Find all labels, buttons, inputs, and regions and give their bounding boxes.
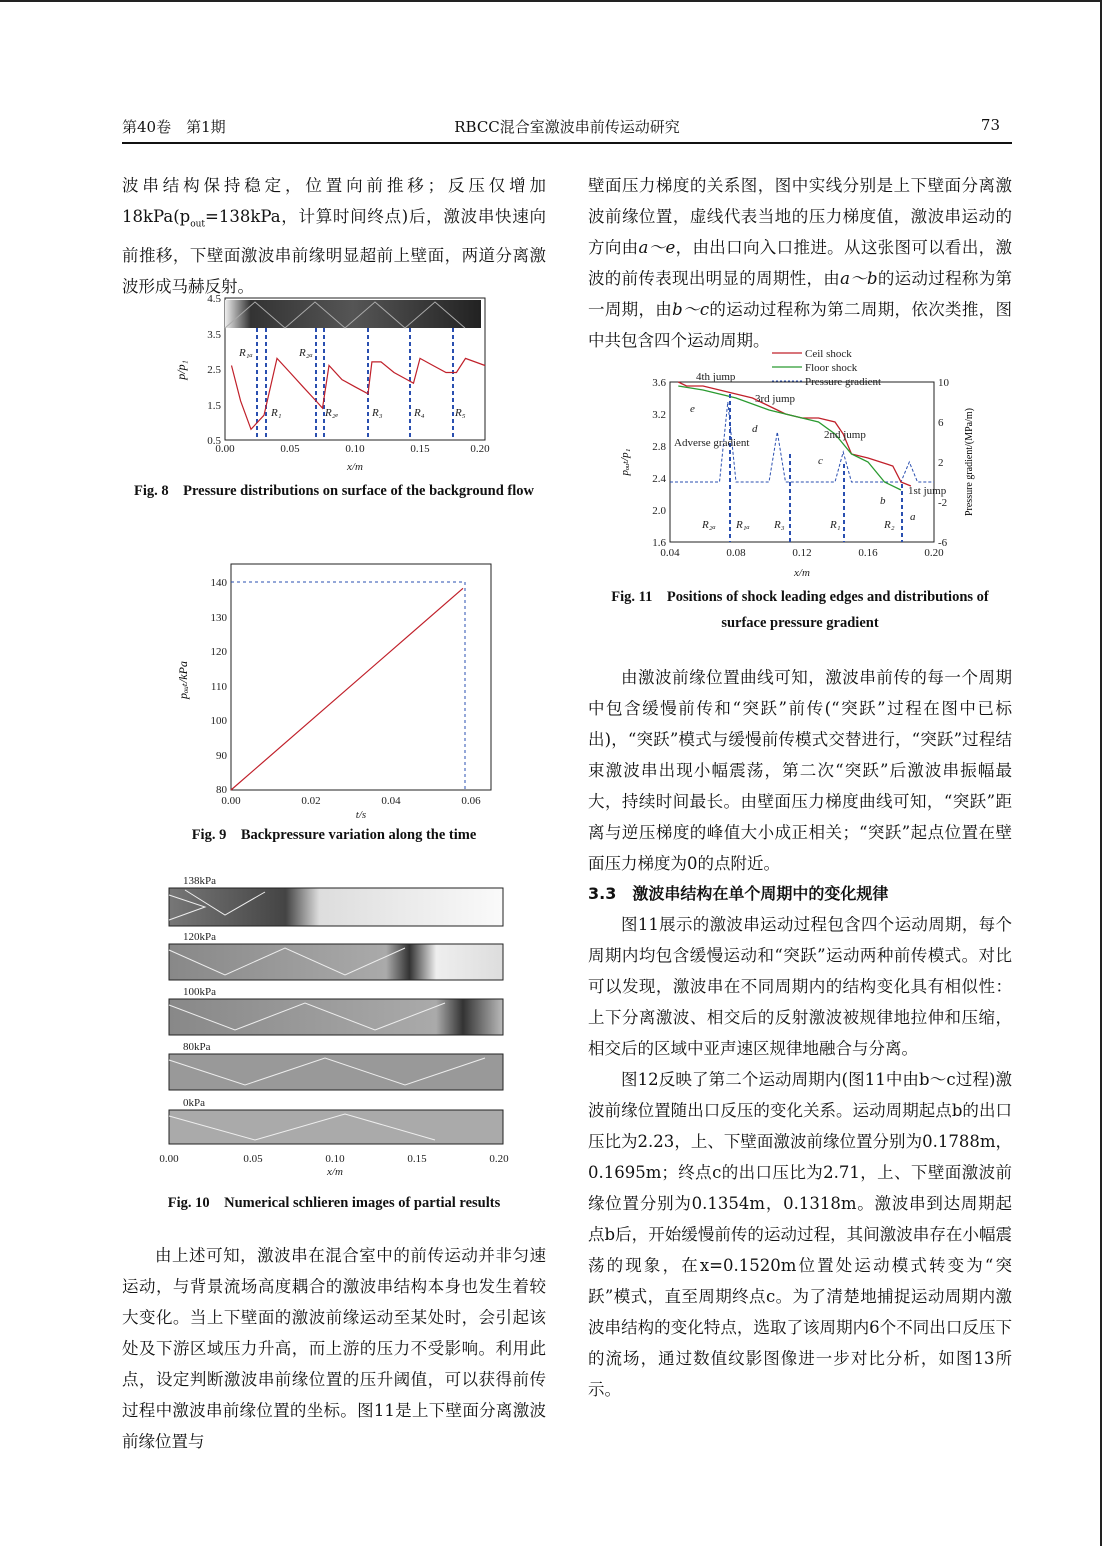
- y-tick-right: 10: [938, 377, 949, 389]
- y-tick: 1.5: [207, 400, 221, 412]
- x-tick: 0.05: [280, 443, 300, 455]
- annotation: 3rd jump: [755, 393, 796, 405]
- x-tick: 0.20: [924, 547, 944, 559]
- x-tick: 0.15: [407, 1153, 427, 1165]
- y-axis-label: pₒᵤₜ/kPa: [176, 661, 190, 699]
- paragraph: 图12反映了第二个运动周期内(图11中由b～c过程)激波前缘位置随出口反压的变化关系。运动周期起点b的出口压比为2.23，上、下壁面激波前缘位置分别为0.1788m，0.1695m；终点c的出口压比为2.71，上、下壁面激波前缘位置分别为0.1354m，0.1318m。激波串到达周期起点b后，开始缓慢前传的运动过程，其间激波串存在小幅震荡的现象，在x=0.1520m位置处运动模式转变为“突跃”模式，直至周期终点c。为了清楚地捕捉运动周期内激波串结构的变化特点，选取了该周期内6个不同出口反压下的流场，通过数值纹影图像进一步对比分析，如图13所示。: [588, 1070, 1012, 1399]
- y-axis-label-left: pₒᵤₜ/p₁: [619, 448, 631, 476]
- backpressure-line: [231, 588, 463, 790]
- r-label: R₂ₐ: [299, 347, 313, 359]
- annotation: Adverse gradient: [674, 437, 750, 449]
- right-column-top: [588, 170, 1012, 356]
- x-tick: 0.15: [410, 443, 430, 455]
- pressure-curve: [232, 358, 486, 429]
- r-label: R₁: [271, 407, 282, 419]
- y-tick: 2.0: [652, 505, 666, 517]
- y-tick: 2.8: [652, 441, 666, 453]
- legend-item: Floor shock: [805, 362, 858, 374]
- y-tick: 110: [210, 681, 227, 693]
- y-tick: 4.5: [207, 293, 221, 305]
- paragraph: 图11展示的激波串运动过程包含四个运动周期，每个周期内均包含缓慢运动和“突跃”运动两种前传模式。对比可以发现，激波串在不同周期内的结构变化具有相似性：上下分离激波、相交后的反射激波被规律地拉伸和压缩，相交后的区域中亚声速区规律地融合与分离。: [588, 915, 1012, 1058]
- x-tick: 0.08: [726, 547, 746, 559]
- right-column-bottom: [588, 662, 1012, 1405]
- x-tick: 0.06: [461, 795, 481, 807]
- y-tick: 3.2: [652, 409, 666, 421]
- y-tick: 140: [210, 577, 227, 589]
- x-tick: 0.10: [345, 443, 365, 455]
- r-label: R₂ₐ: [702, 519, 716, 531]
- panel-label: 0kPa: [183, 1097, 205, 1109]
- y-tick: 3.5: [207, 329, 221, 341]
- y-axis-label-right: Pressure gradient/(MPa/m): [964, 407, 975, 517]
- left-column-top: [122, 170, 546, 302]
- fig8-chart: [165, 290, 505, 480]
- paragraph: 波串结构保持稳定，位置向前推移；反压仅增加$18kPa(p_{out}=138kPa$，计算时间终点)后，激波串快速向前推移，下壁面激波串前缘明显超前上壁面，两道分离激波形成马赫反射。: [122, 176, 546, 297]
- y-tick: 3.6: [652, 377, 666, 389]
- x-tick: 0.04: [660, 547, 680, 559]
- r-label: R₁ₐ: [239, 347, 253, 359]
- fig9-caption: Fig. 9 Backpressure variation along the time: [191, 827, 477, 843]
- running-header: [122, 116, 1012, 142]
- x-axis-label: t/s: [355, 809, 367, 821]
- x-tick: 0.20: [470, 443, 490, 455]
- panel-label: 138kPa: [183, 875, 216, 887]
- panel-label: 100kPa: [183, 986, 216, 998]
- header-rule: [122, 142, 1012, 144]
- fig11-chart: [612, 344, 992, 580]
- y-tick: 2.5: [207, 364, 221, 376]
- y-tick: 120: [210, 646, 227, 658]
- y-tick-right: -6: [938, 537, 948, 549]
- r-label: R₁ₐ: [736, 519, 750, 531]
- fig11-caption: Fig. 11 Positions of shock leading edges and distributions of surface pressure gradient: [611, 589, 989, 631]
- point-label: b: [880, 495, 886, 507]
- page-number: 73: [980, 116, 1000, 134]
- x-tick: 0.00: [221, 795, 241, 807]
- panel-label: 120kPa: [183, 931, 216, 943]
- fig10-figure: [159, 870, 510, 1178]
- fig10-caption: Fig. 10 Numerical schlieren images of partial results: [167, 1195, 501, 1211]
- annotation: 2nd jump: [824, 429, 866, 441]
- y-tick: 2.4: [652, 473, 666, 485]
- point-label: e: [690, 403, 695, 415]
- r-label: R₁: [830, 519, 841, 531]
- y-tick: 130: [210, 612, 227, 624]
- x-tick: 0.05: [243, 1153, 263, 1165]
- annotation: 1st jump: [908, 485, 947, 497]
- y-tick: 0.5: [207, 435, 221, 447]
- r-label: R₃: [774, 519, 785, 531]
- point-label: a: [910, 511, 916, 523]
- fig9-chart: [165, 560, 505, 820]
- paragraph: 壁面压力梯度的关系图，图中实线分别是上下壁面分离激波前缘位置，虚线代表当地的压力梯度值，激波串运动的方向由a～e，由出口向入口推进。从这张图可以看出，激波的前传表现出明显的周期性，由a～b的运动过程称为第一周期，由b～c的运动过程称为第二周期，依次类推，图中共包含四个运动周期。: [588, 176, 1013, 350]
- r-label: R₂ₑ: [325, 407, 339, 419]
- y-tick: 90: [216, 750, 227, 762]
- point-label: d: [752, 423, 758, 435]
- y-tick: 100: [210, 715, 227, 727]
- x-tick: 0.04: [381, 795, 401, 807]
- section-heading: 3.3 激波串结构在单个周期中的变化规律: [588, 884, 889, 903]
- y-axis-label: p/p₁: [174, 360, 188, 380]
- x-tick: 0.20: [489, 1153, 509, 1165]
- r-label: R₃: [372, 407, 383, 419]
- y-tick-right: 2: [938, 457, 944, 469]
- fig8-caption: Fig. 8 Pressure distributions on surface of the background flow: [134, 483, 534, 499]
- r-label: R₂: [884, 519, 895, 531]
- paragraph: 由上述可知，激波串在混合室中的前传运动并非匀速运动，与背景流场高度耦合的激波串结构本身也发生着较大变化。当上下壁面的激波前缘运动至某处时，会引起该处及下游区域压力升高，而上游的压力不受影响。利用此点，设定判断激波串前缘位置的压升阈值，可以获得前传过程中激波串前缘位置的坐标。图11是上下壁面分离激波前缘位置与: [122, 1246, 546, 1451]
- page-top-border: [0, 0, 1102, 2]
- fig10-panels: [159, 870, 510, 1178]
- point-label: c: [818, 455, 823, 467]
- running-title: RBCC混合室激波串前传运动研究: [454, 118, 680, 136]
- r-label: R₄: [414, 407, 425, 419]
- y-tick: 80: [216, 784, 227, 796]
- x-tick: 0.10: [325, 1153, 345, 1165]
- paragraph: 由激波前缘位置曲线可知，激波串前传的每一个周期中包含缓慢前传和“突跃”前传(“突跃”过程在图中已标出)，“突跃”模式与缓慢前传模式交替进行，“突跃”过程结束激波串出现小幅震荡，第二次“突跃”后激波串振幅最大，持续时间最长。由壁面压力梯度曲线可知，“突跃”距离与逆压梯度的峰值大小成正相关；“突跃”起点位置在壁面压力梯度为0的点附近。: [588, 668, 1012, 873]
- y-tick-right: -2: [938, 497, 948, 509]
- r-label: R₅: [455, 407, 466, 419]
- volume-issue: 第40卷 第1期: [122, 118, 226, 136]
- y-tick: 1.6: [652, 537, 666, 549]
- x-axis-label: x/m: [327, 1166, 343, 1178]
- panel-label: 80kPa: [183, 1041, 211, 1053]
- x-tick: 0.02: [301, 795, 321, 807]
- x-tick: 0.12: [792, 547, 812, 559]
- x-axis-label: x/m: [794, 567, 810, 579]
- legend-item: Pressure gradient: [805, 376, 882, 388]
- x-tick: 0.16: [858, 547, 878, 559]
- y-tick-right: 6: [938, 417, 944, 429]
- x-tick: 0.00: [159, 1153, 179, 1165]
- annotation: 4th jump: [696, 371, 736, 383]
- legend-item: Ceil shock: [805, 348, 852, 360]
- x-axis-label: x/m: [347, 461, 363, 473]
- left-column-bottom: [122, 1240, 546, 1457]
- x-tick: 0.00: [215, 443, 235, 455]
